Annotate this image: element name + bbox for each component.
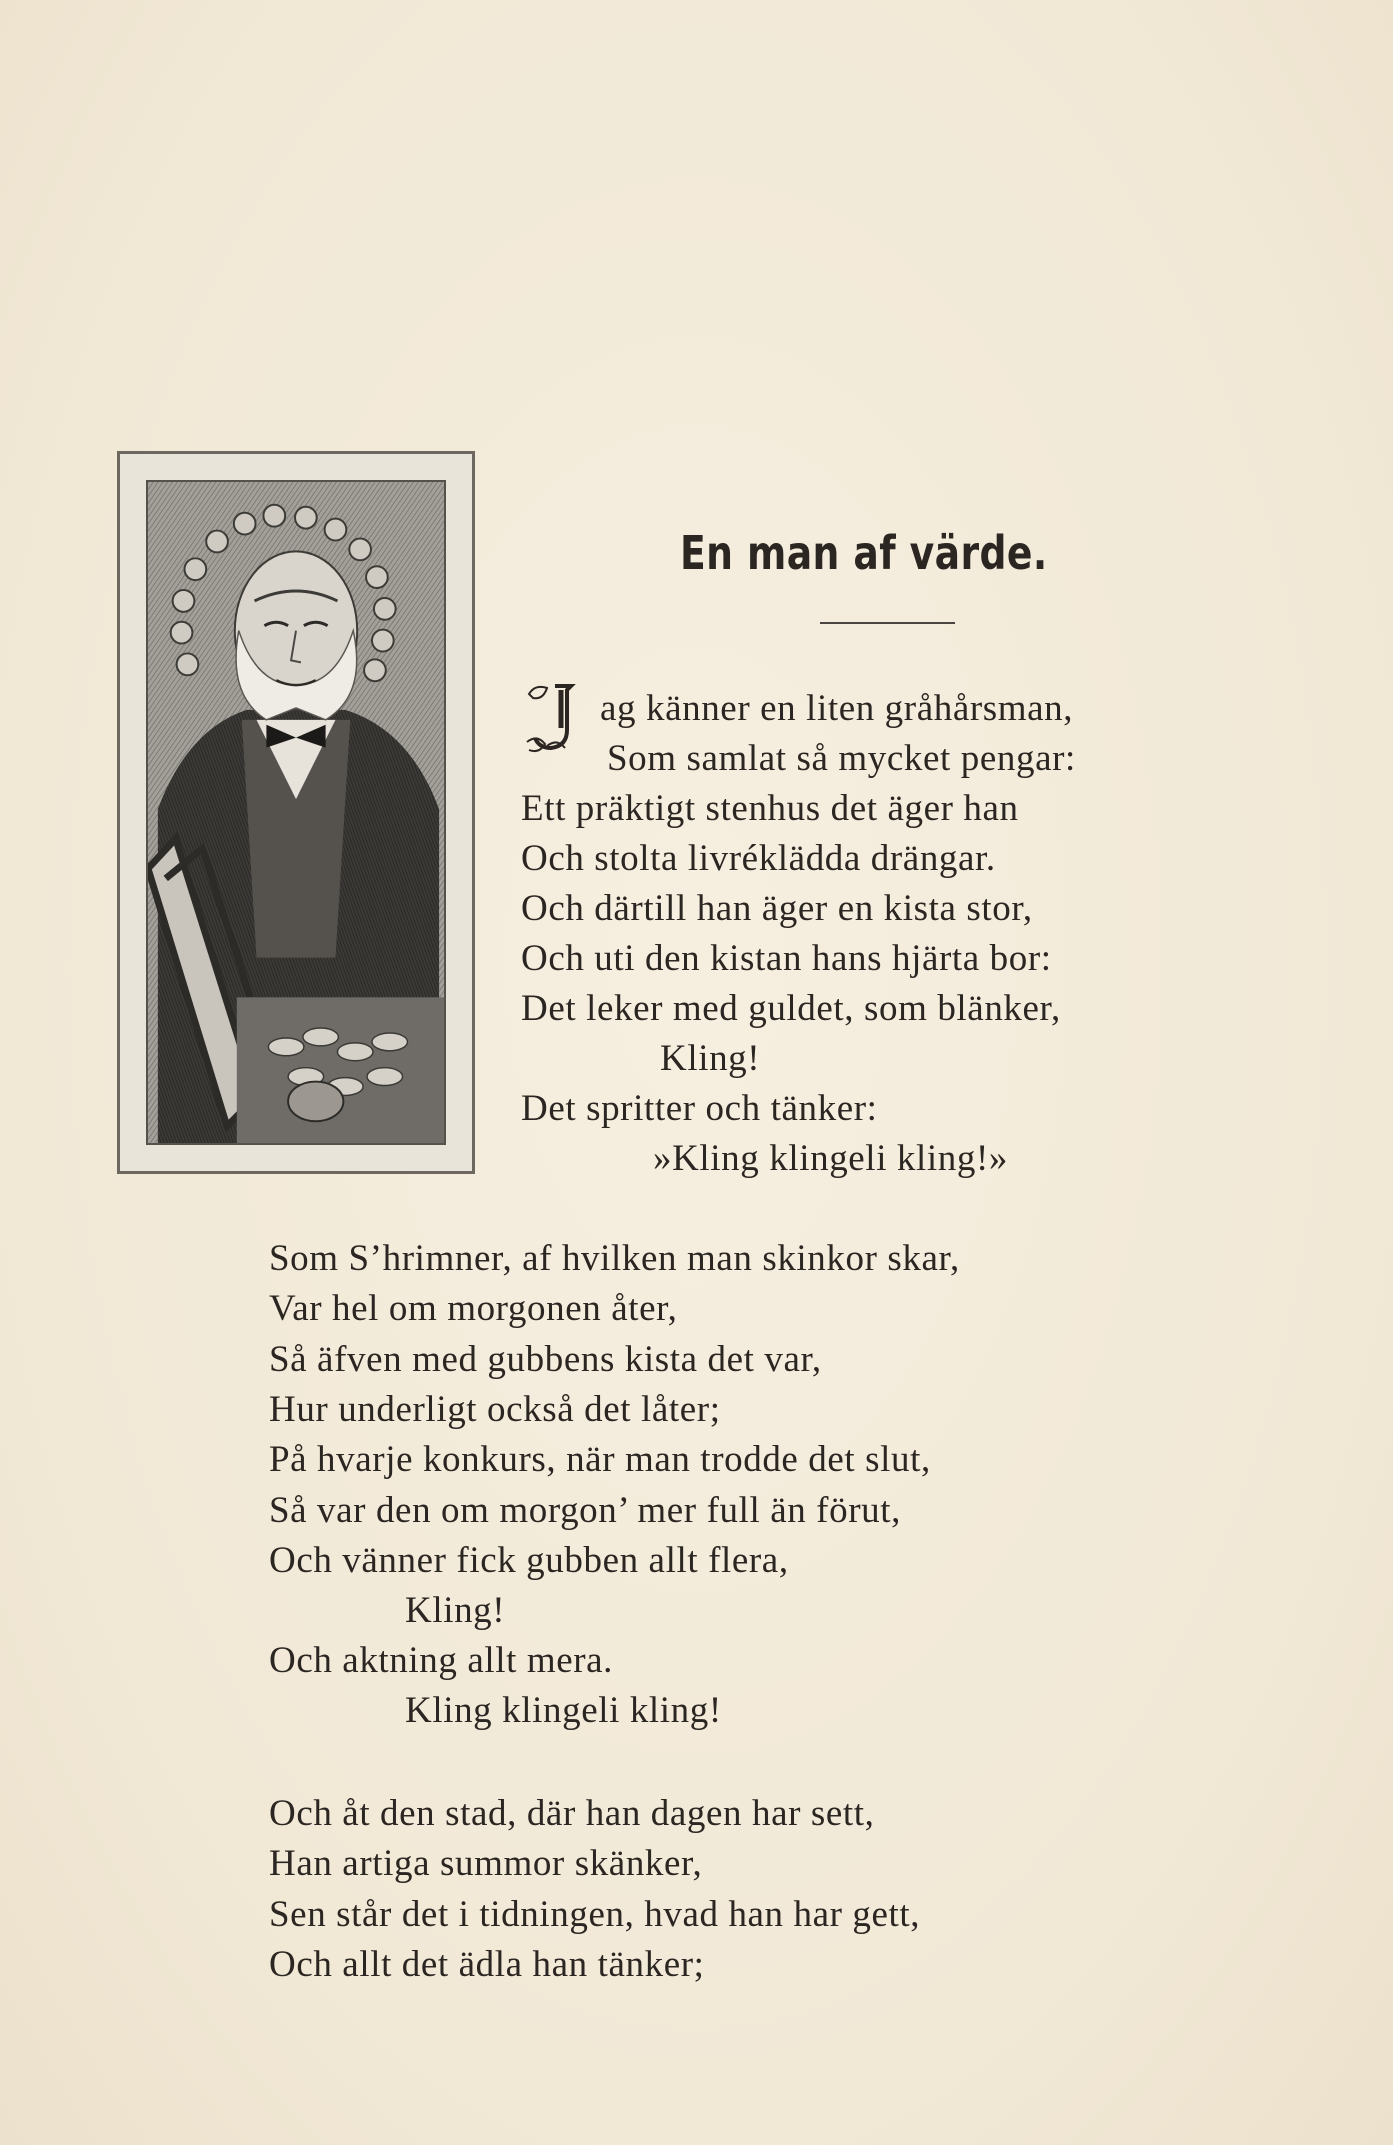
poem-line: Det leker med guldet, som blänker, [521, 988, 1061, 1029]
poem-line: Och åt den stad, där han dagen har sett, [269, 1793, 875, 1834]
poem-line: Och vänner fick gubben allt flera, [269, 1540, 789, 1581]
poem-title: En man af värde. [680, 526, 1048, 580]
poem-line: Kling! [405, 1590, 506, 1631]
poem-line: Hur underligt också det låter; [269, 1389, 721, 1430]
poem-line: Och stolta livréklädda drängar. [521, 838, 996, 879]
poem-line: Som samlat så mycket pengar: [607, 738, 1076, 779]
poem-line: Han artiga summor skänker, [269, 1843, 703, 1884]
poem-line: Kling! [660, 1038, 761, 1079]
poem-line: Det spritter och tänker: [521, 1088, 878, 1129]
poem-line: På hvarje konkurs, när man trodde det slut, [269, 1439, 931, 1480]
poem-line: »Kling klingeli kling!» [653, 1138, 1009, 1179]
old-man-illustration-icon [148, 482, 444, 1143]
poem-line: Och allt det ädla han tänker; [269, 1944, 705, 1985]
title-divider [820, 622, 955, 624]
poem-line: Som S’hrimner, af hvilken man skinkor skar, [269, 1238, 960, 1279]
decorative-initial-j-icon [521, 680, 591, 760]
engraving-plate [146, 480, 446, 1145]
poem-line: ag känner en liten gråhårsman, [600, 688, 1074, 729]
poem-line: Och uti den kistan hans hjärta bor: [521, 938, 1052, 979]
portrait-illustration [117, 451, 475, 1174]
poem-line: Så var den om morgon’ mer full än förut, [269, 1490, 901, 1531]
poem-line: Så äfven med gubbens kista det var, [269, 1339, 822, 1380]
poem-line: Och aktning allt mera. [269, 1640, 614, 1681]
poem-line: Sen står det i tidningen, hvad han har gett, [269, 1894, 921, 1935]
poem-line: Kling klingeli kling! [405, 1690, 722, 1731]
poem-line: Var hel om morgonen åter, [269, 1288, 678, 1329]
poem-line: Ett präktigt stenhus det äger han [521, 788, 1019, 829]
poem-line: Och därtill han äger en kista stor, [521, 888, 1033, 929]
